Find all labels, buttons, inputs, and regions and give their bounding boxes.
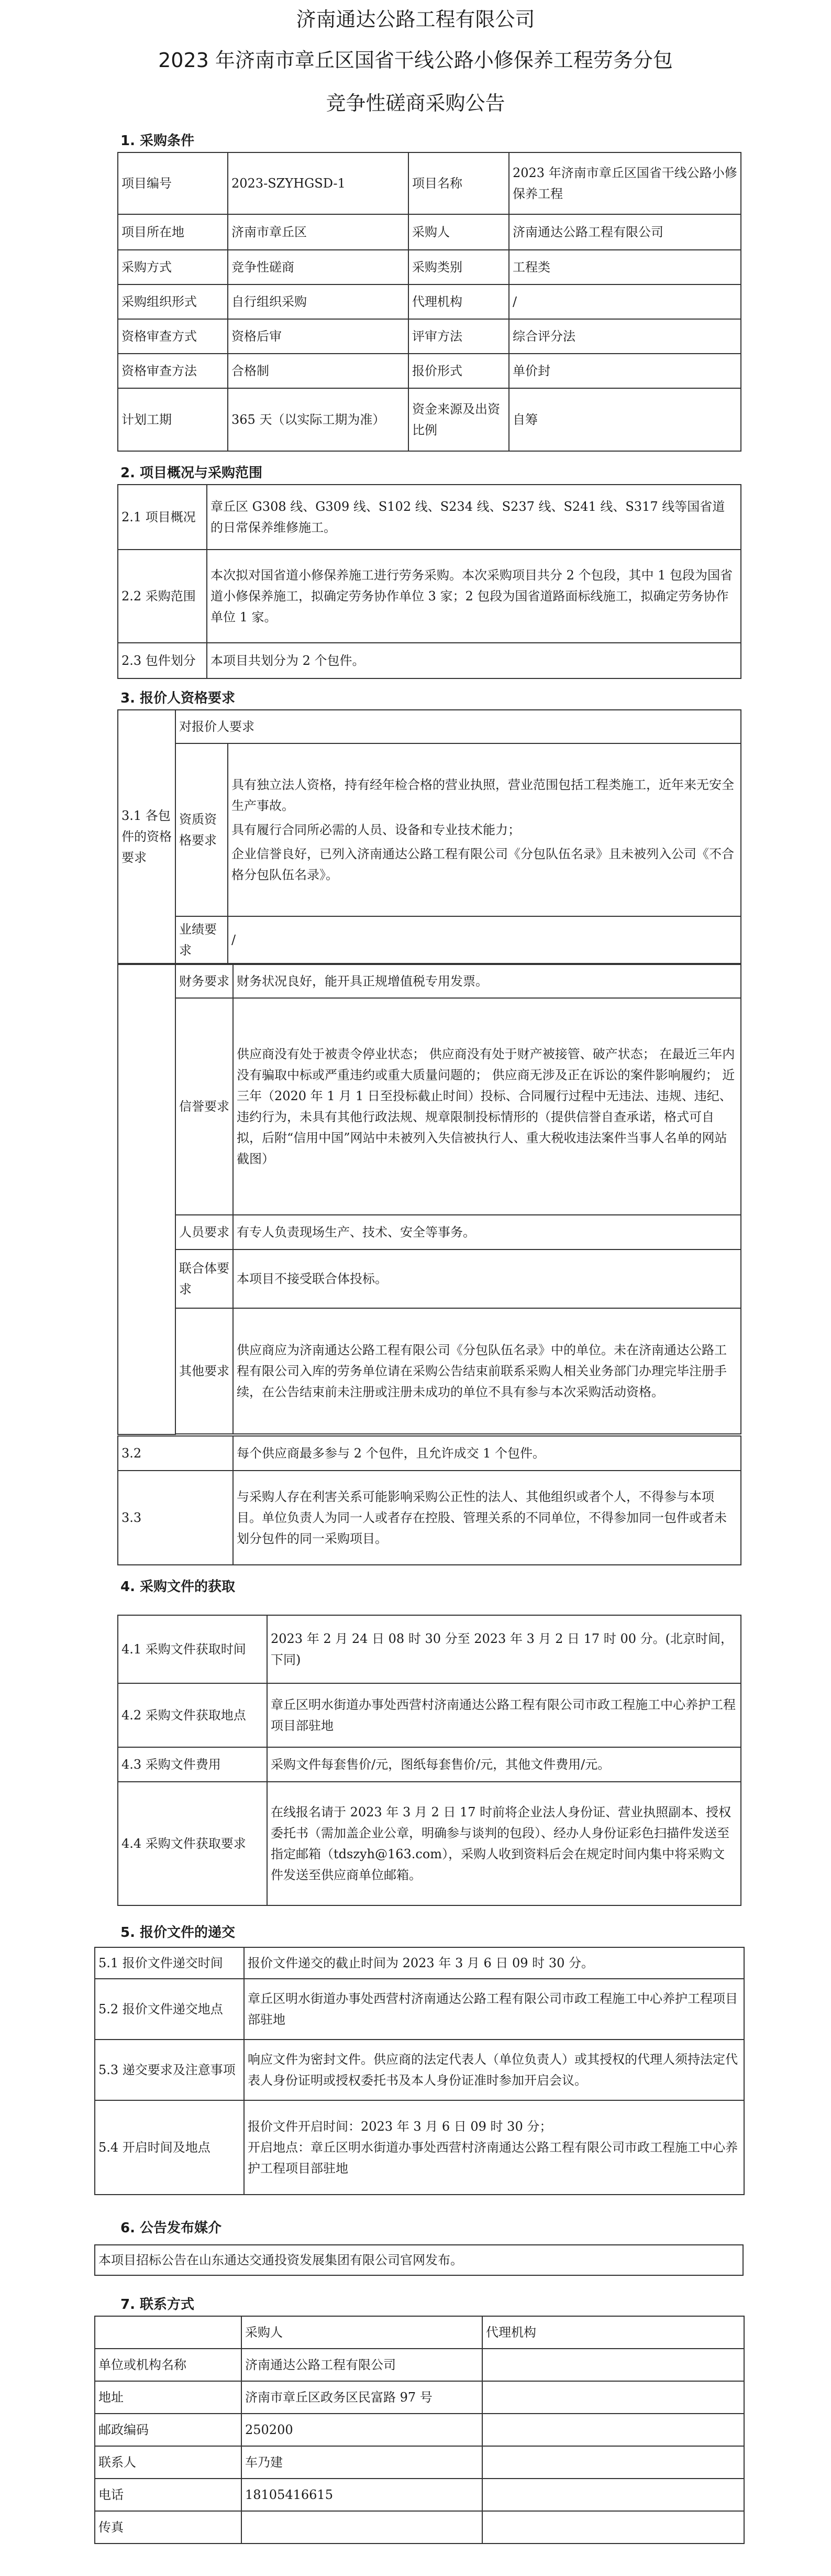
label-funding: 资金来源及出资比例 bbox=[408, 388, 509, 451]
bidding-limits-table bbox=[117, 1435, 741, 1565]
value-4-1: 2023 年 2 月 24 日 08 时 30 分至 2023 年 3 月 2 日 17 时 00 分。(北京时间，下同) bbox=[267, 1615, 741, 1683]
value-evaluation: 综合评分法 bbox=[509, 319, 741, 354]
value-project-name: 2023 年济南市章丘区国省干线公路小修保养工程 bbox=[509, 152, 741, 214]
contact-head-purchaser: 采购人 bbox=[241, 2316, 482, 2349]
media-table bbox=[94, 2244, 744, 2276]
label-method: 采购方式 bbox=[118, 250, 228, 284]
notice-title: 竞争性磋商采购公告 bbox=[326, 92, 505, 115]
value-3-3: 与采购人存在利害关系可能影响采购公正性的法人、其他组织或者个人，不得参与本项目。单位负责人为同一人或者存在控股、管理关系的不同单位，不得参加同一包件或者未划分包件的同一采购项目。 bbox=[233, 1471, 741, 1565]
label-package: 2.3 包件划分 bbox=[118, 643, 207, 678]
label-bidder-requirements: 对报价人要求 bbox=[175, 710, 741, 743]
value-review-method: 合格制 bbox=[228, 354, 408, 388]
label-qualification: 资质资格要求 bbox=[175, 743, 228, 916]
requirements-table bbox=[117, 964, 741, 1435]
agency-fax bbox=[482, 2511, 744, 2544]
label-union: 联合体要求 bbox=[175, 1249, 233, 1308]
value-4-2: 章丘区明水街道办事处西营村济南通达公路工程有限公司市政工程施工中心养护工程项目部驻地 bbox=[267, 1683, 741, 1747]
label-performance: 业绩要求 bbox=[175, 916, 228, 963]
label-project-number: 项目编号 bbox=[118, 152, 228, 214]
value-org-name: 济南通达公路工程有限公司 bbox=[241, 2349, 482, 2381]
value-4-3: 采购文件每套售价/元，图纸每套售价/元，其他文件费用/元。 bbox=[267, 1747, 741, 1782]
label-5-3: 5.3 递交要求及注意事项 bbox=[95, 2040, 244, 2100]
label-duration: 计划工期 bbox=[118, 388, 228, 451]
value-duration: 365 天（以实际工期为准） bbox=[228, 388, 408, 451]
label-quote-form: 报价形式 bbox=[408, 354, 509, 388]
contact-head-agency: 代理机构 bbox=[482, 2316, 744, 2349]
label-review-method: 资格审查方法 bbox=[118, 354, 228, 388]
document-acquisition-table bbox=[117, 1615, 741, 1906]
value-purchaser: 济南通达公路工程有限公司 bbox=[509, 214, 741, 250]
value-category: 工程类 bbox=[509, 250, 741, 284]
value-staff: 有专人负责现场生产、技术、安全等事务。 bbox=[233, 1215, 741, 1249]
agency-contact bbox=[482, 2446, 744, 2479]
label-4-1: 4.1 采购文件获取时间 bbox=[118, 1615, 267, 1683]
value-5-3: 响应文件为密封文件。供应商的法定代表人（单位负责人）或其授权的代理人须持法定代表人身份证明或授权委托书及本人身份证准时参加开启会议。 bbox=[244, 2040, 744, 2100]
qualification-item: 具有独立法人资格，持有经年检合格的营业执照，营业范围包括工程类施工，近年来无安全生产事故。 bbox=[231, 777, 734, 813]
agency-postcode bbox=[482, 2414, 744, 2446]
label-location: 项目所在地 bbox=[118, 214, 228, 250]
value-contact: 车乃建 bbox=[241, 2446, 482, 2479]
value-scope: 本次拟对国省道小修保养施工进行劳务采购。本次采购项目共分 2 个包段，其中 1 包段为国省道小修保养施工，拟确定劳务协作单位 3 家；2 包段为国省道路面标线施工，拟确定劳务协作单位 1 家。 bbox=[207, 550, 741, 643]
value-method: 竞争性磋商 bbox=[228, 250, 408, 284]
label-category: 采购类别 bbox=[408, 250, 509, 284]
value-performance: / bbox=[228, 916, 741, 963]
section-6-heading: 6. 公告发布媒介 bbox=[120, 2220, 222, 2236]
label-5-4: 5.4 开启时间及地点 bbox=[95, 2100, 244, 2195]
project-title: 2023 年济南市章丘区国省干线公路小修保养工程劳务分包 bbox=[158, 49, 673, 72]
value-funding: 自筹 bbox=[509, 388, 741, 451]
value-review-mode: 资格后审 bbox=[228, 319, 408, 354]
section-7-heading: 7. 联系方式 bbox=[120, 2297, 195, 2312]
value-5-2: 章丘区明水街道办事处西营村济南通达公路工程有限公司市政工程施工中心养护工程项目部驻地 bbox=[244, 1979, 744, 2040]
blank-cell bbox=[118, 964, 175, 1434]
value-media: 本项目招标公告在山东通达交通投资发展集团有限公司官网发布。 bbox=[95, 2245, 743, 2275]
label-contact: 联系人 bbox=[95, 2446, 241, 2479]
value-phone: 18105416615 bbox=[241, 2479, 482, 2511]
section-5-heading: 5. 报价文件的递交 bbox=[120, 1925, 236, 1941]
qualification-item: 企业信誉良好，已列入济南通达公路工程有限公司《分包队伍名录》且未被列入公司《不合格分包队伍名录》。 bbox=[231, 847, 734, 882]
submission-table bbox=[94, 1947, 745, 2195]
label-3-2: 3.2 bbox=[118, 1436, 233, 1471]
label-4-4: 4.4 采购文件获取要求 bbox=[118, 1782, 267, 1905]
value-project-number: 2023-SZYHGSD-1 bbox=[228, 152, 408, 214]
value-other: 供应商应为济南通达公路工程有限公司《分包队伍名录》中的单位。未在济南通达公路工程有限公司入库的劳务单位请在采购公告结束前联系采购人相关业务部门办理完毕注册手续，在公告结束前未注册或注册未成功的单位不具有参与本次采购活动资格。 bbox=[233, 1308, 741, 1434]
value-agency: / bbox=[509, 284, 741, 319]
procurement-conditions-table bbox=[117, 152, 741, 452]
value-location: 济南市章丘区 bbox=[228, 214, 408, 250]
value-package: 本项目共划分为 2 个包件。 bbox=[207, 643, 741, 678]
contact-head-blank bbox=[95, 2316, 241, 2349]
contact-table bbox=[94, 2316, 745, 2544]
label-agency: 代理机构 bbox=[408, 284, 509, 319]
value-address: 济南市章丘区政务区民富路 97 号 bbox=[241, 2381, 482, 2414]
label-scope: 2.2 采购范围 bbox=[118, 550, 207, 643]
section-1-heading: 1. 采购条件 bbox=[120, 133, 195, 149]
value-quote-form: 单价封 bbox=[509, 354, 741, 388]
value-organization: 自行组织采购 bbox=[228, 284, 408, 319]
label-purchaser: 采购人 bbox=[408, 214, 509, 250]
agency-address bbox=[482, 2381, 744, 2414]
value-3-2: 每个供应商最多参与 2 个包件，且允许成交 1 个包件。 bbox=[233, 1436, 741, 1471]
value-finance: 财务状况良好，能开具正规增值税专用发票。 bbox=[233, 964, 741, 998]
label-3-3: 3.3 bbox=[118, 1471, 233, 1565]
label-address: 地址 bbox=[95, 2381, 241, 2414]
section-2-heading: 2. 项目概况与采购范围 bbox=[120, 465, 263, 481]
value-4-4: 在线报名请于 2023 年 3 月 2 日 17 时前将企业法人身份证、营业执照副本、授权委托书（需加盖企业公章，明确参与谈判的包段）、经办人身份证彩色扫描件发送至指定邮箱（tdszyh@163.com），采购人收到资料后会在规定时间内集中将采购文件发送至供应商单位邮箱。 bbox=[267, 1782, 741, 1905]
label-staff: 人员要求 bbox=[175, 1215, 233, 1249]
qualification-item: 具有履行合同所必需的人员、设备和专业技术能力； bbox=[231, 823, 520, 837]
value-overview: 章丘区 G308 线、G309 线、S102 线、S234 线、S237 线、S241 线、S317 线等国省道的日常保养维修施工。 bbox=[207, 485, 741, 550]
label-4-2: 4.2 采购文件获取地点 bbox=[118, 1683, 267, 1747]
label-review-mode: 资格审查方式 bbox=[118, 319, 228, 354]
label-5-1: 5.1 报价文件递交时间 bbox=[95, 1947, 244, 1979]
label-phone: 电话 bbox=[95, 2479, 241, 2511]
label-4-3: 4.3 采购文件费用 bbox=[118, 1747, 267, 1782]
label-other: 其他要求 bbox=[175, 1308, 233, 1434]
section-4-heading: 4. 采购文件的获取 bbox=[120, 1579, 236, 1595]
label-organization: 采购组织形式 bbox=[118, 284, 228, 319]
label-qualification-group: 3.1 各包件的资格要求 bbox=[118, 710, 175, 963]
agency-phone bbox=[482, 2479, 744, 2511]
label-fax: 传真 bbox=[95, 2511, 241, 2544]
value-qualification bbox=[228, 743, 741, 916]
company-title: 济南通达公路工程有限公司 bbox=[296, 8, 535, 31]
value-credit: 供应商没有处于被责令停业状态； 供应商没有处于财产被接管、破产状态； 在最近三年内没有骗取中标或严重违约或重大质量问题的； 供应商无涉及正在诉讼的案件影响履约； 近三年（2020 年 1 月 1 日至投标截止时间）投标、合同履行过程中无违法、违规、违纪、违约行为，未具有其他行政法规、规章限制投标情形的（提供信誉自查承诺，格式可自拟，后附“信用中国”网站中未被列入失信被执行人、重大税收违法案件当事人名单的网站截图） bbox=[233, 998, 741, 1215]
label-finance: 财务要求 bbox=[175, 964, 233, 998]
label-credit: 信誉要求 bbox=[175, 998, 233, 1215]
project-overview-table bbox=[117, 484, 741, 679]
value-5-1: 报价文件递交的截止时间为 2023 年 3 月 6 日 09 时 30 分。 bbox=[244, 1947, 744, 1979]
agency-org-name bbox=[482, 2349, 744, 2381]
value-postcode: 250200 bbox=[241, 2414, 482, 2446]
value-5-4: 报价文件开启时间：2023 年 3 月 6 日 09 时 30 分； 开启地点：章丘区明水街道办事处西营村济南通达公路工程有限公司市政工程施工中心养护工程项目部驻地 bbox=[244, 2100, 744, 2195]
section-3-heading: 3. 报价人资格要求 bbox=[120, 690, 236, 706]
label-evaluation: 评审方法 bbox=[408, 319, 509, 354]
qualification-table bbox=[117, 709, 741, 964]
label-project-name: 项目名称 bbox=[408, 152, 509, 214]
label-5-2: 5.2 报价文件递交地点 bbox=[95, 1979, 244, 2040]
label-overview: 2.1 项目概况 bbox=[118, 485, 207, 550]
value-union: 本项目不接受联合体投标。 bbox=[233, 1249, 741, 1308]
value-fax bbox=[241, 2511, 482, 2544]
label-org-name: 单位或机构名称 bbox=[95, 2349, 241, 2381]
label-postcode: 邮政编码 bbox=[95, 2414, 241, 2446]
